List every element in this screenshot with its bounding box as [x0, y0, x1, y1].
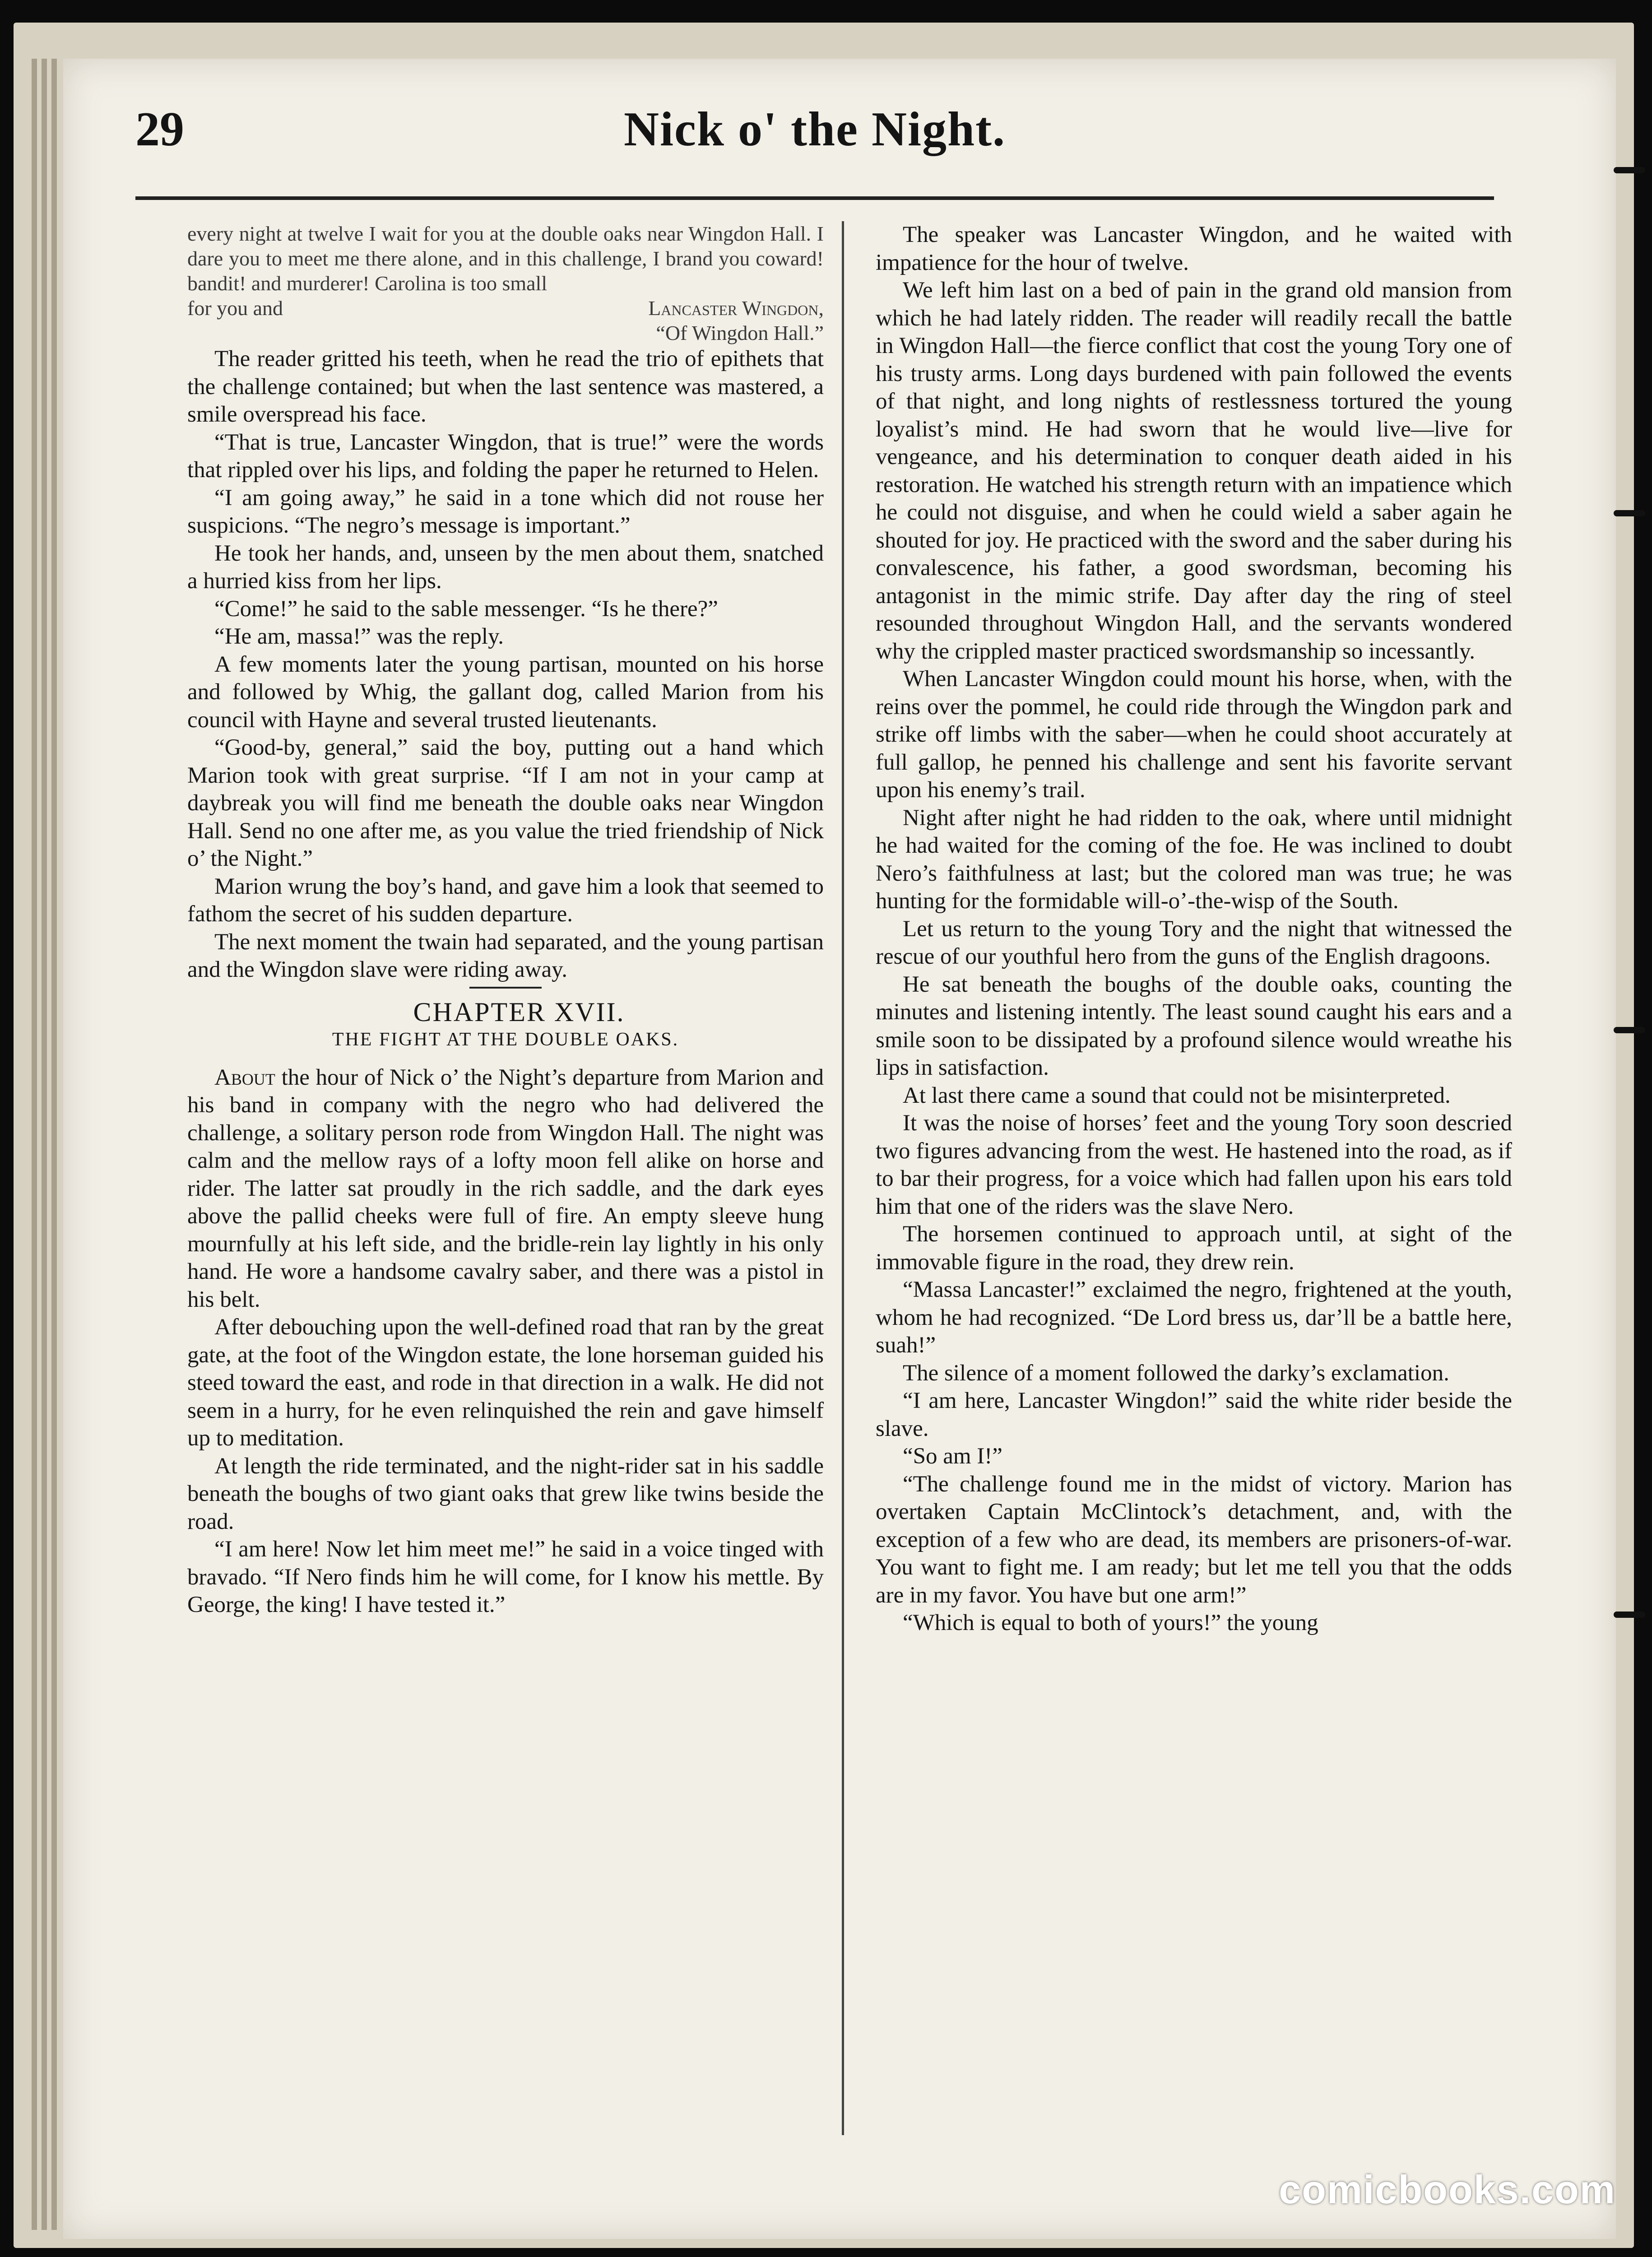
paragraph: “So am I!”	[903, 1444, 1002, 1469]
paragraph: When Lancaster Wingdon could mount his horse, when, with the reins over the pommel, he could ride through the Wingdon park and strike off limbs with the saber—when he could shoot accurately at full gallop, he penned his challenge and sent his favorite servant upon his enemy’s trail.	[876, 666, 1512, 803]
paragraph: He sat beneath the boughs of the double oaks, counting the minutes and listening intently. The least sound caught his ears and a smile soon to be dissipated by a profound silence would wreathe his lips in satisfaction.	[876, 971, 1512, 1080]
paragraph: After debouching upon the well-defined road that ran by the great gate, at the foot of the Wingdon estate, the lone horseman guided his steed toward the east, and rode in that direction in a walk. He did not seem in a hurry, for he even relinquished the rein and gave himself up to meditation.	[187, 1314, 824, 1451]
page-header	[135, 102, 1494, 169]
paragraph: “I am here! Now let him meet me!” he said in a voice tinged with bravado. “If Nero finds him he will come, for I know his mettle. By George, the king! I have tested it.”	[187, 1537, 824, 1617]
paragraph: “Come!” he said to the sable messenger. “Is he there?”	[214, 596, 718, 622]
challenge-letter	[187, 221, 824, 345]
column-divider	[842, 221, 844, 2135]
paragraph: At length the ride terminated, and the night-rider sat in his saddle beneath the boughs of two giant oaks that grew like twins beside the road.	[187, 1453, 824, 1534]
paragraph: The next moment the twain had separated, and the young partisan and the Wingdon slave were riding away.	[187, 929, 824, 982]
chapter-opening-text: the hour of Nick o’ the Night’s departure from Marion and his band in company with the negro who had delivered the challenge, a solitary person rode from Wingdon Hall. The night was calm and the mellow rays of a lofty moon fell alike on horse and rider. The latter sat proudly in the rich saddle, and the dark eyes above the pallid cheeks were full of fire. An empty sleeve hung mournfully at his left side, and the bridle-rein lay lightly in his only hand. He wore a handsome cavalry saber, and there was a pistol in his belt.	[187, 1064, 824, 1312]
page-edge	[51, 59, 57, 2230]
paragraph: The horsemen continued to approach until, at sight of the immovable figure in the road, they drew rein.	[876, 1221, 1512, 1275]
letter-place: “Of Wingdon Hall.”	[656, 321, 824, 344]
page-edge	[32, 59, 37, 2230]
paragraph: “I am going away,” he said in a tone which did not rouse her suspicions. “The negro’s message is important.”	[187, 485, 824, 538]
left-paragraphs-continued	[187, 1314, 824, 1619]
chapter-subtitle: THE FIGHT AT THE DOUBLE OAKS.	[332, 1029, 679, 1050]
letter-close: for you and	[187, 297, 283, 320]
book-page-background	[14, 23, 1634, 2248]
paragraph: It was the noise of horses’ feet and the young Tory soon descried two figures advancing from the west. He hastened into the road, as if to bar their progress, for a voice which had fallen upon his ears told him that one of the riders was the slave Nero.	[876, 1110, 1512, 1219]
paragraph: “He am, massa!” was the reply.	[214, 624, 504, 649]
letter-signature-line	[187, 296, 824, 320]
paragraph: We left him last on a bed of pain in the grand old mansion from which he had lately ridden. The reader will readily recall the battle in Wingdon Hall—the fierce conflict that cost the young Tory one of his trusty arms. Long days burdened with pain followed the events of that night, and long nights of restlessness tortured the young loyalist’s mind. He had sworn that he would live—live for vengeance, and his determination to conquer death aided in his restoration. He watched his strength return with an impatience which he could not disguise, and when he could wield a saber again he shouted for joy. He practiced with the sword and the saber during his convalescence, his father, a good swordsman, becoming his antagonist in the mimic strife. Day after day the ring of steel resounded throughout Wingdon Hall, and the servants wondered why the crippled master practiced swordsmanship so incessantly.	[876, 278, 1512, 664]
chapter-opening-paragraph	[187, 1064, 824, 1314]
paragraph: He took her hands, and, unseen by the men about them, snatched a hurried kiss from her lips.	[187, 540, 824, 594]
paragraph: “Massa Lancaster!” exclaimed the negro, frightened at the youth, whom he had recognized. “De Lord bress us, dar’ll be a battle here, suah!”	[876, 1277, 1512, 1358]
paragraph: “The challenge found me in the midst of victory. Marion has overtaken Captain McClintock’s detachment, and, with the exception of a few who are dead, its members are prisoners-of-war. You want to fight me. I am ready; but let me tell you that the odds are in my favor. You have but one arm!”	[876, 1471, 1512, 1608]
binding-staple	[1614, 510, 1645, 516]
running-title: Nick o' the Night.	[624, 102, 1006, 156]
right-paragraphs	[876, 221, 1512, 1637]
paragraph: At last there came a sound that could not be misinterpreted.	[903, 1082, 1451, 1108]
paragraph: “Which is equal to both of yours!” the young	[903, 1610, 1318, 1635]
paragraph: “Good-by, general,” said the boy, putting out a hand which Marion took with great surprise. “If I am not in your camp at daybreak you will find me beneath the double oaks near Wingdon Hall. Send no one after me, as you value the tried friendship of Nick o’ the Night.”	[187, 735, 824, 871]
paragraph: Night after night he had ridden to the oak, where until midnight he had waited for the coming of the foe. He was inclined to doubt Nero’s faithfulness at last; but the colored man was true; he was hunting for the formidable will-o’-the-wisp of the South.	[876, 805, 1512, 914]
watermark: comicbooks.com	[1279, 2167, 1616, 2212]
paragraph: A few moments later the young partisan, mounted on his horse and followed by Whig, the gallant dog, called Marion from his council with Hayne and several trusted lieutenants.	[187, 651, 824, 733]
left-column	[187, 221, 824, 2131]
paragraph: “That is true, Lancaster Wingdon, that is true!” were the words that rippled over his lips, and folding the paper he returned to Helen.	[187, 429, 824, 483]
page-edge	[42, 59, 47, 2230]
paragraph: “I am here, Lancaster Wingdon!” said the white rider beside the slave.	[876, 1388, 1512, 1441]
letter-signature: Lancaster Wingdon,	[648, 297, 824, 320]
left-paragraphs	[187, 345, 824, 984]
paragraph: The reader gritted his teeth, when he read the trio of epithets that the challenge contained; but when the last sentence was mastered, a smile overspread his face.	[187, 346, 824, 427]
chapter-first-word: About	[214, 1064, 275, 1090]
page-number: 29	[135, 102, 184, 156]
paragraph: Marion wrung the boy’s hand, and gave him a look that seemed to fathom the secret of his sudden departure.	[187, 873, 824, 927]
binding-staple	[1614, 1611, 1645, 1618]
paragraph: The silence of a moment followed the darky’s exclamation.	[903, 1360, 1449, 1386]
chapter-heading: CHAPTER XVII.	[413, 997, 625, 1027]
letter-body: every night at twelve I wait for you at the double oaks near Wingdon Hall. I dare you to meet me there alone, and in this challenge, I brand you coward! bandit! and murderer! Carolina is too small	[187, 222, 824, 295]
binding-staple	[1614, 1027, 1645, 1033]
right-column	[876, 221, 1512, 2131]
paragraph: Let us return to the young Tory and the night that witnessed the rescue of our youthful hero from the guns of the English dragoons.	[876, 916, 1512, 969]
binding-staple	[1614, 167, 1645, 173]
section-rule	[469, 987, 542, 989]
paragraph: The speaker was Lancaster Wingdon, and he waited with impatience for the hour of twelve.	[876, 222, 1512, 275]
header-rule	[135, 196, 1494, 200]
